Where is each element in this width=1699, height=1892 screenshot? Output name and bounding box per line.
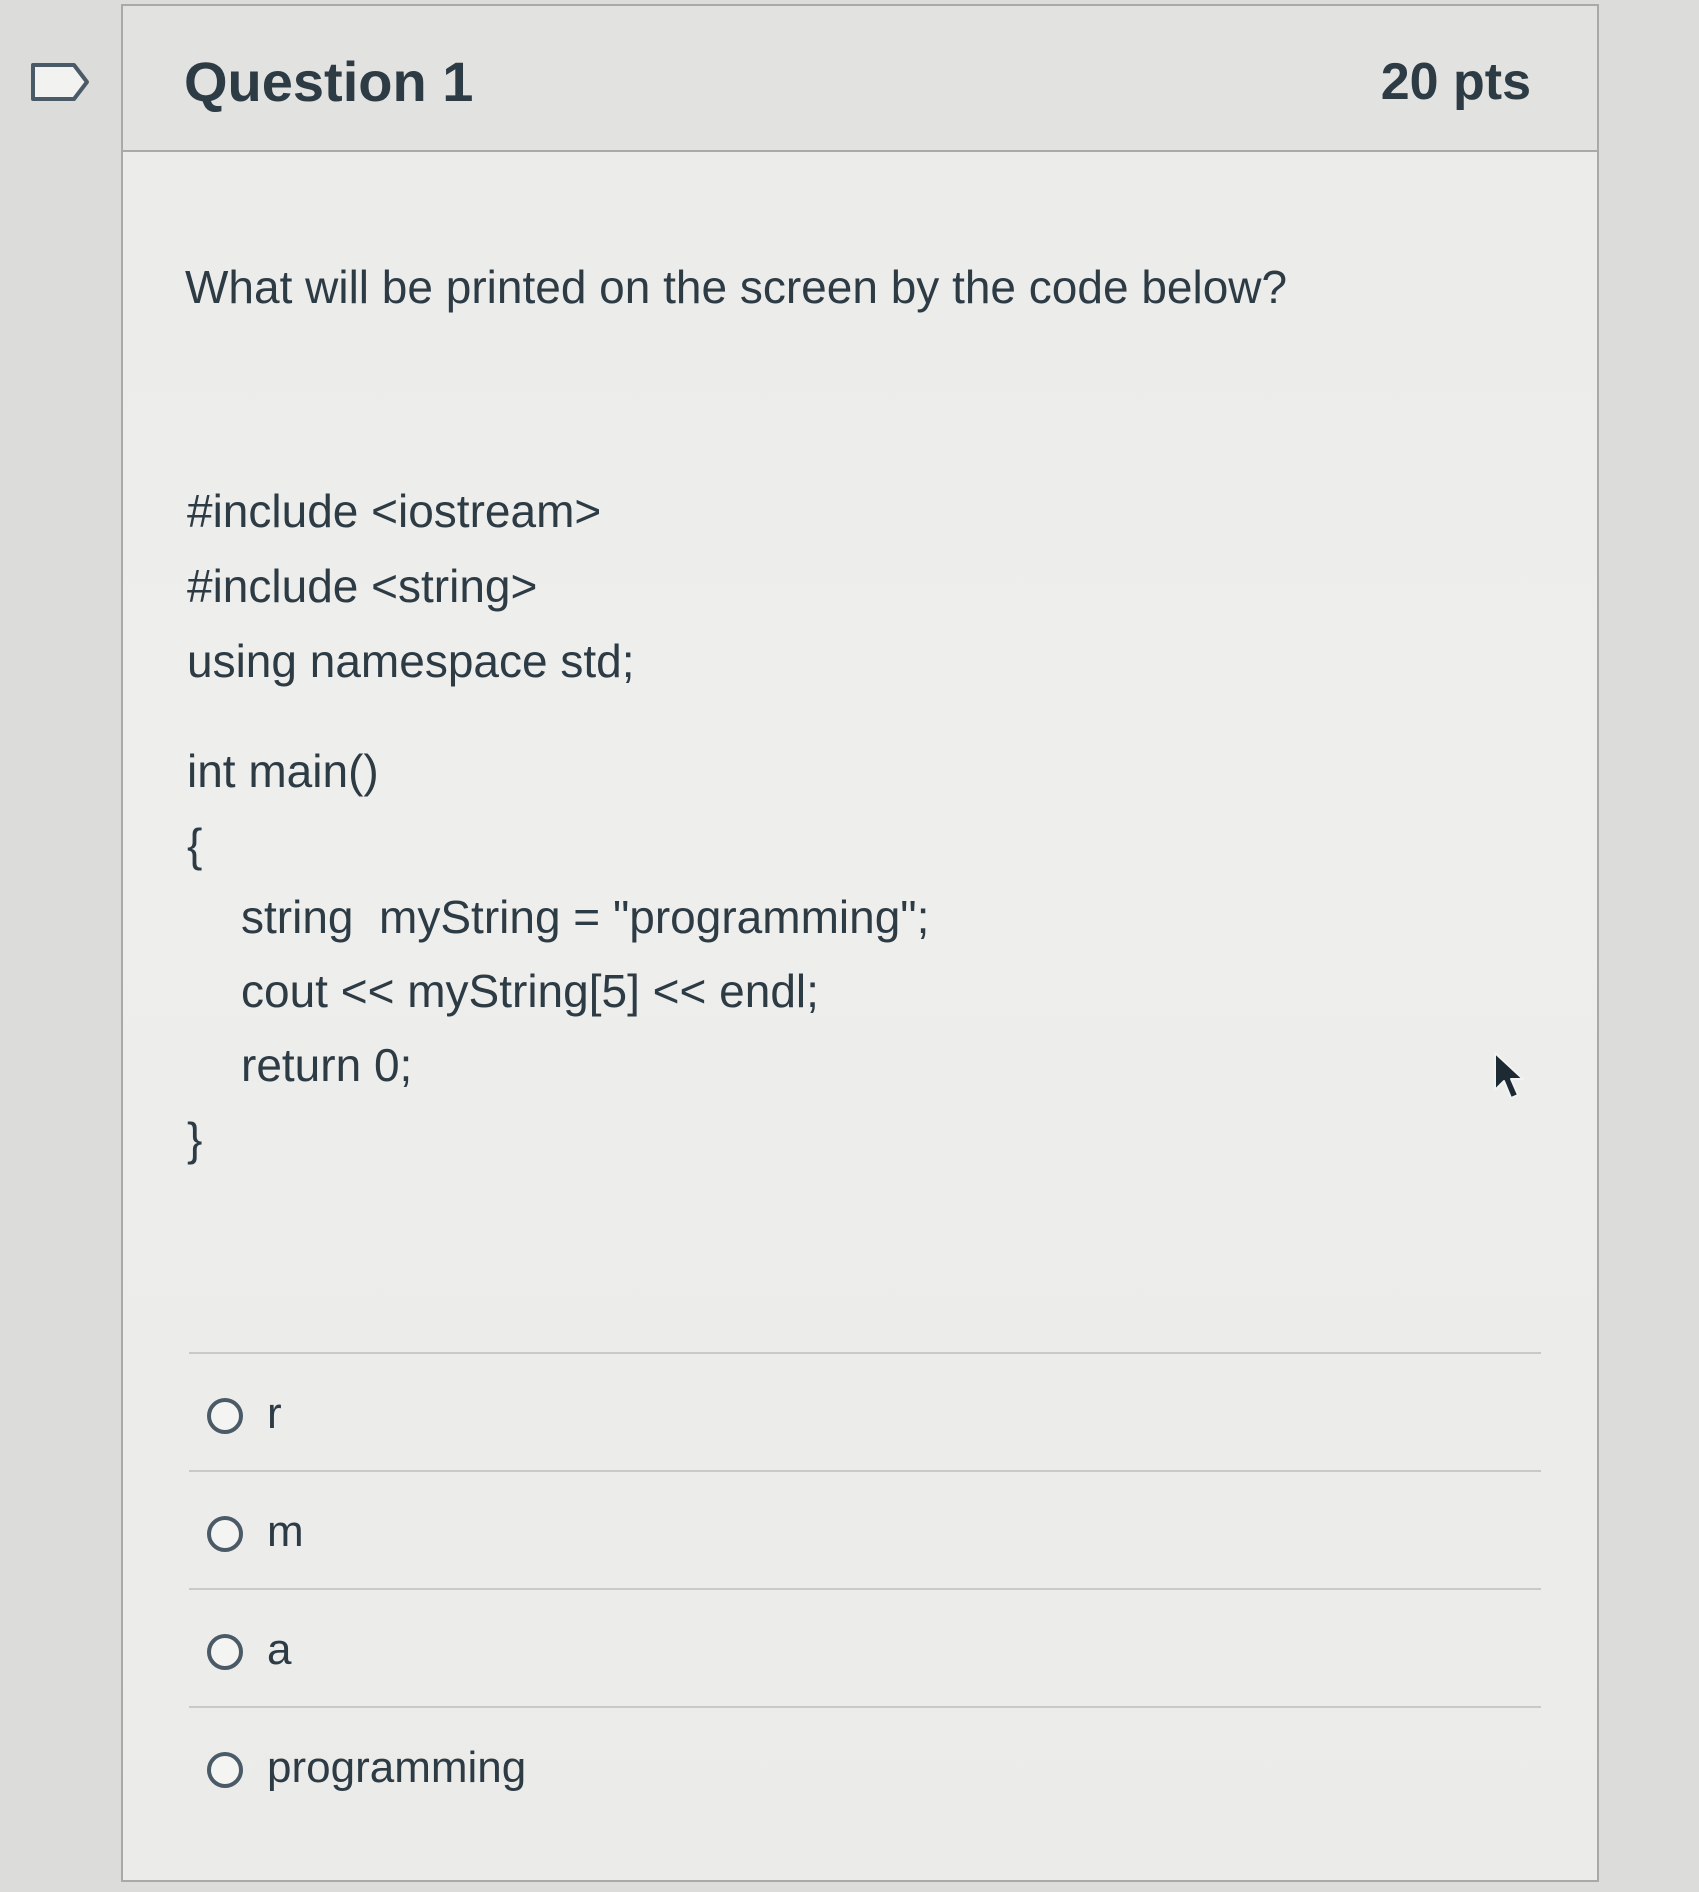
radio-icon[interactable] <box>207 1752 243 1788</box>
code-line-open-brace: { <box>187 819 203 871</box>
answer-option-a[interactable] <box>189 1588 1541 1706</box>
code-line-include-string: #include <string> <box>187 560 538 612</box>
question-prompt: What will be printed on the screen by the code below? <box>185 261 1288 313</box>
bookmark-flag-icon[interactable] <box>30 62 90 102</box>
question-points: 20 pts <box>1380 53 1531 111</box>
code-line-include-iostream: #include <iostream> <box>187 485 602 537</box>
question-title: Question 1 <box>184 50 474 113</box>
answer-option-programming[interactable] <box>189 1706 1541 1824</box>
answer-label: r <box>267 1389 282 1438</box>
answer-option-r[interactable] <box>189 1352 1541 1470</box>
code-line-using-namespace: using namespace std; <box>187 635 635 687</box>
radio-icon[interactable] <box>207 1516 243 1552</box>
code-line-cout: cout << myString[5] << endl; <box>241 965 819 1017</box>
code-line-return: return 0; <box>241 1039 413 1091</box>
question-header <box>123 6 1597 152</box>
code-line-main-signature: int main() <box>187 745 379 797</box>
answer-label: programming <box>267 1743 527 1792</box>
answer-option-m[interactable] <box>189 1470 1541 1588</box>
answer-list <box>189 1352 1541 1824</box>
radio-icon[interactable] <box>207 1634 243 1670</box>
answer-label: m <box>267 1507 304 1556</box>
radio-icon[interactable] <box>207 1398 243 1434</box>
mouse-pointer-icon <box>1491 1050 1531 1106</box>
code-line-string-declaration: string myString = "programming"; <box>241 891 930 943</box>
answer-label: a <box>267 1625 292 1674</box>
question-card <box>121 4 1599 1882</box>
code-line-close-brace: } <box>187 1113 203 1165</box>
